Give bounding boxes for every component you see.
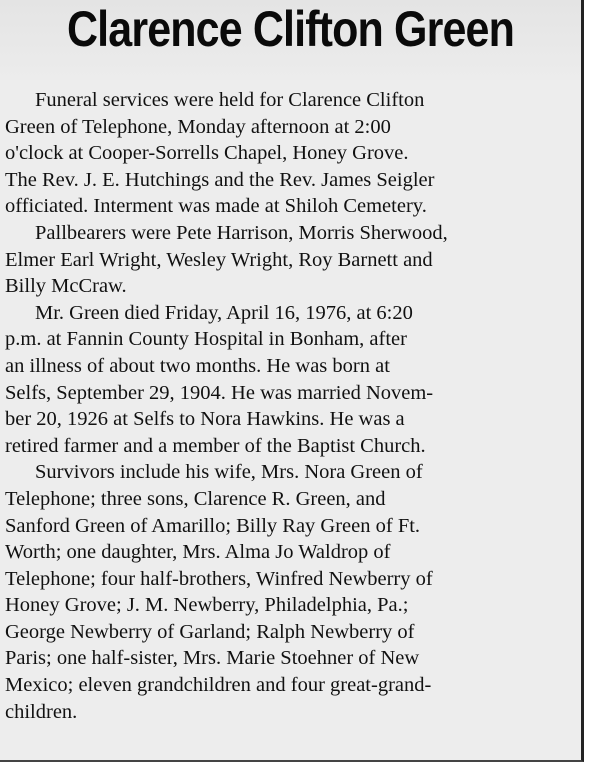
text-line: o'clock at Cooper-Sorrells Chapel, Honey Grove. <box>5 142 409 165</box>
paragraph-survivors <box>5 459 577 725</box>
text-line: Telephone; four half-brothers, Winfred Newberry of <box>5 567 433 590</box>
text-line: ber 20, 1926 at Selfs to Nora Hawkins. He was a <box>5 408 405 431</box>
text-line: Telephone; three sons, Clarence R. Green, and <box>5 487 386 510</box>
paragraph-death-details <box>5 300 577 460</box>
text-line: Funeral services were held for Clarence Clifton <box>35 89 425 111</box>
text-line: Survivors include his wife, Mrs. Nora Green of <box>35 461 423 484</box>
text-line: retired farmer and a member of the Baptist Church. <box>5 434 426 457</box>
text-line: Pallbearers were Pete Harrison, Morris Sherwood, <box>35 221 448 244</box>
text-line: Selfs, September 29, 1904. He was married Novem- <box>5 381 434 404</box>
paragraph-funeral-services <box>5 87 577 220</box>
text-line: Honey Grove; J. M. Newberry, Philadelphia, Pa.; <box>5 594 409 617</box>
text-line: an illness of about two months. He was born at <box>5 354 390 377</box>
text-line: Elmer Earl Wright, Wesley Wright, Roy Barnett and <box>5 248 433 271</box>
text-line: Mr. Green died Friday, April 16, 1976, at 6:20 <box>35 301 413 324</box>
text-line: Sanford Green of Amarillo; Billy Ray Green of Ft. <box>5 514 421 537</box>
text-line: George Newberry of Garland; Ralph Newberry of <box>5 620 415 643</box>
text-line: Billy McCraw. <box>5 275 127 298</box>
text-line: Paris; one half-sister, Mrs. Marie Stoehner of New <box>5 647 420 670</box>
text-line: Green of Telephone, Monday afternoon at 2:00 <box>5 115 391 138</box>
text-line: The Rev. J. E. Hutchings and the Rev. James Seigler <box>5 168 435 191</box>
text-line: Worth; one daughter, Mrs. Alma Jo Waldrop of <box>5 541 391 564</box>
text-line: Mexico; eleven grandchildren and four great-grand- <box>5 674 432 697</box>
text-line: p.m. at Fannin County Hospital in Bonham, after <box>5 328 407 351</box>
headline: Clarence Clifton Green <box>66 1 515 57</box>
text-line: officiated. Interment was made at Shiloh Cemetery. <box>5 195 427 218</box>
text-line: children. <box>5 700 78 723</box>
article-body <box>5 87 577 725</box>
paragraph-pallbearers <box>5 220 577 300</box>
